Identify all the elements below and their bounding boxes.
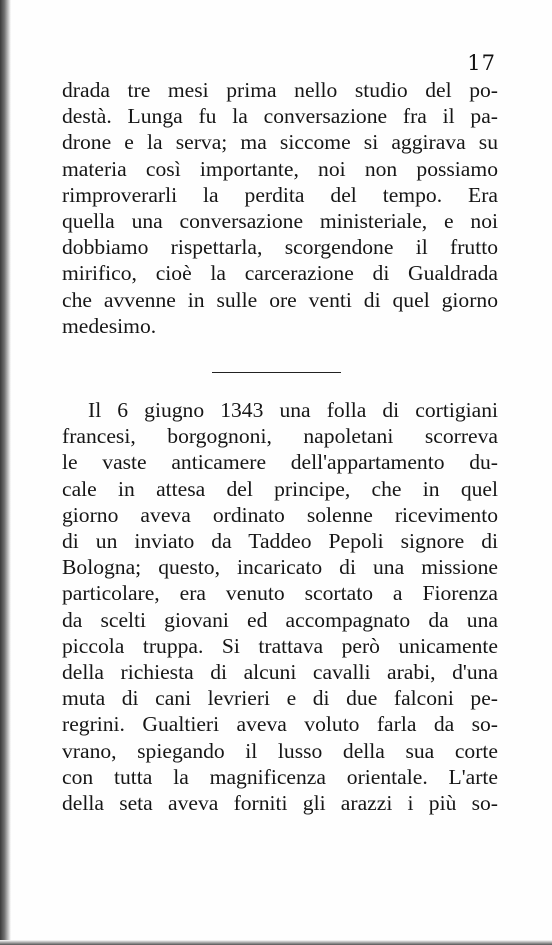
text-line: medesimo. [62,313,157,338]
text-line: particolare, era venuto scortato a Fiorenza [62,581,498,606]
text-line: materia così importante, noi non possiamo [62,156,498,181]
text-line: della seta aveva forniti gli arazzi i più so- [62,791,498,816]
page-number: 17 [467,51,496,75]
text-line: le vaste anticamere dell'appartamento du- [62,450,498,475]
text-line: dobbiamo rispettarla, scorgendone il frutto [62,235,498,260]
text-line: muta di cani levrieri e di due falconi pe- [62,686,498,711]
text-line: regrini. Gualtieri aveva voluto farla da so- [62,712,498,737]
text-line: cale in attesa del principe, che in quel [62,476,498,501]
text-line: piccola truppa. Si trattava però unicamente [62,633,498,658]
text-line: Bologna; questo, incaricato di una missione [62,555,498,580]
text-line: drada tre mesi prima nello studio del po- [62,78,498,102]
text-line: rimproverarli la perdita del tempo. Era [62,182,498,207]
text-line: di un inviato da Taddeo Pepoli signore di [62,529,498,554]
paragraph-continuation [62,77,498,339]
text-line: che avvenne in sulle ore venti di quel giorno [62,287,498,312]
paragraph-new-section [62,397,498,816]
text-line: della richiesta di alcuni cavalli arabi, d'una [62,660,498,685]
text-line [62,397,498,423]
book-spine-shadow [0,0,11,945]
text-line: quella una conversazione ministeriale, e noi [62,209,498,234]
text-line: vrano, spiegando il lusso della sua corte [62,738,498,763]
text-line-content: Il 6 giugno 1343 una folla di cortigiani [88,398,498,422]
text-line: con tutta la magnificenza orientale. L'arte [62,764,498,789]
text-line: mirifico, cioè la carcerazione di Gualdrada [62,261,498,286]
text-line: destà. Lunga fu la conversazione fra il pa- [62,104,498,129]
section-separator-rule [212,372,341,373]
text-line: da scelti giovani ed accompagnato da una [62,607,498,632]
text-line: francesi, borgognoni, napoletani scorreva [62,424,498,449]
text-line: drone e la serva; ma siccome si aggirava su [62,130,498,155]
page-bottom-edge [0,940,552,945]
text-line: giorno aveva ordinato solenne ricevimento [62,502,498,527]
